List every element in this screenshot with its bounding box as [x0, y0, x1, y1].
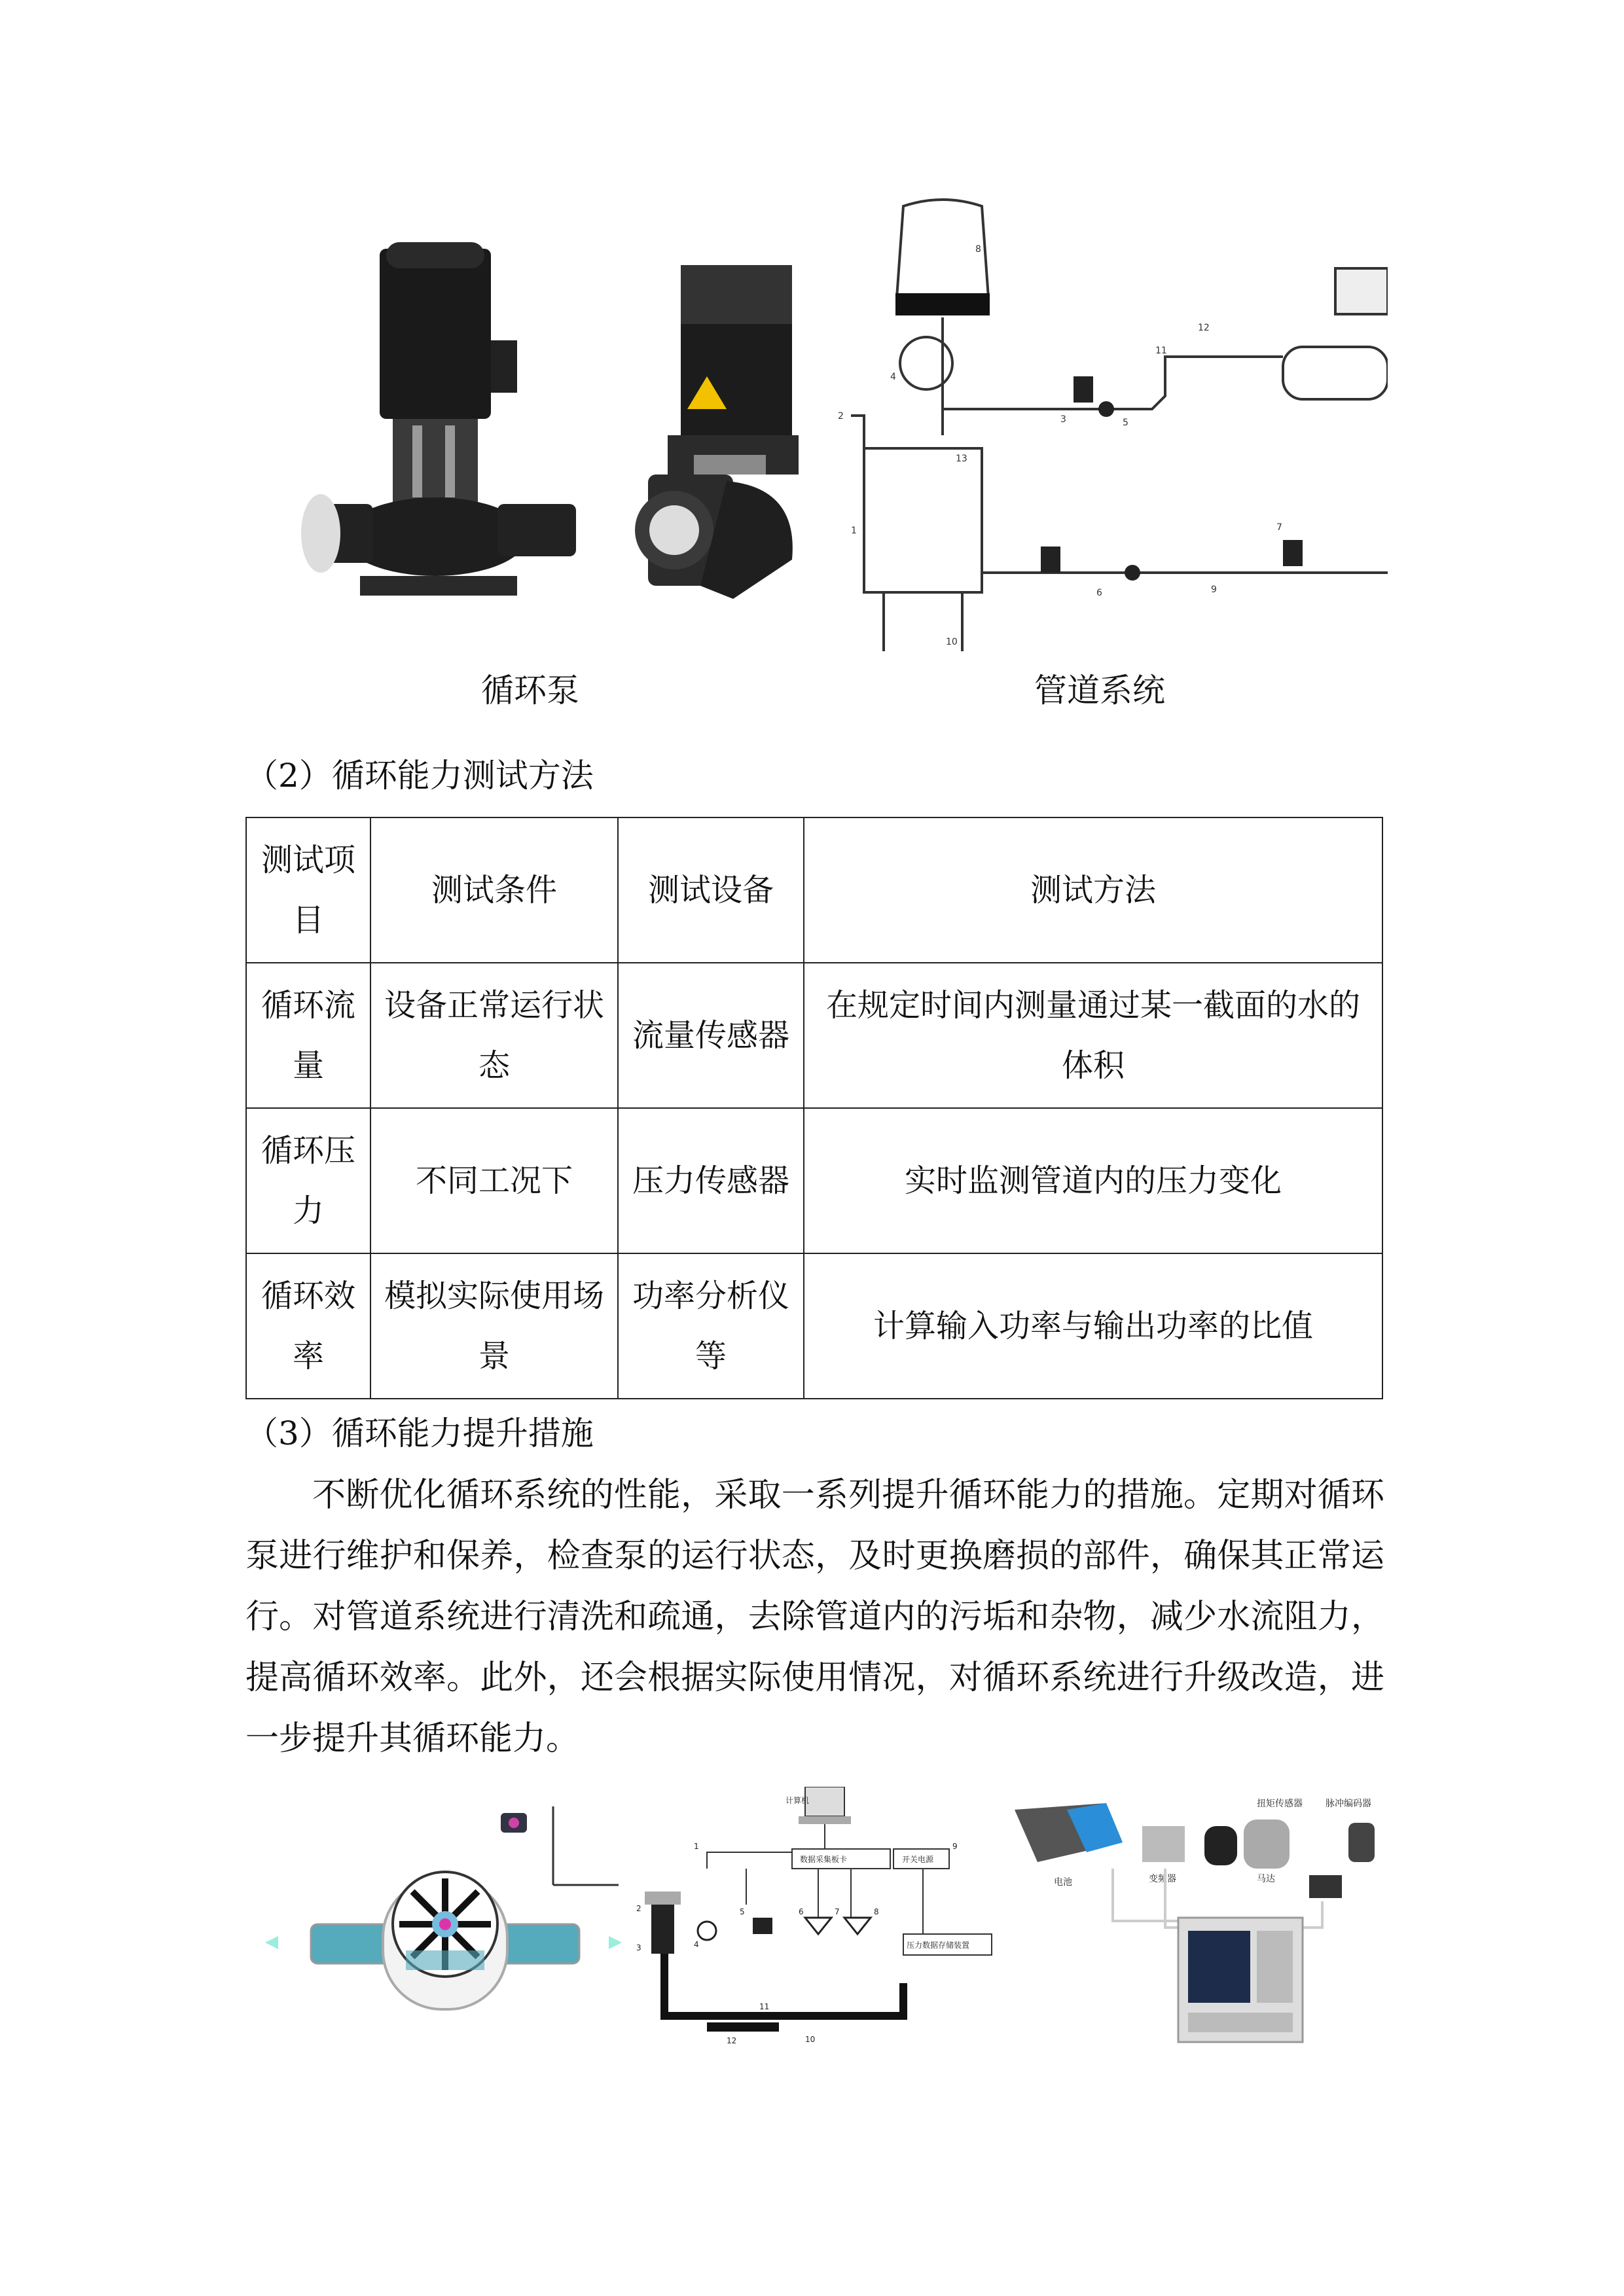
torque-sensor-label: 扭矩传感器 [1257, 1799, 1303, 1809]
table-header-cell: 测试条件 [370, 817, 618, 963]
test-method-table [245, 817, 1383, 1399]
diagram-number: 3 [636, 1943, 641, 1952]
table-header-cell: 测试方法 [804, 817, 1382, 963]
pipe-label: 7 [1276, 522, 1282, 533]
pipe-label: 13 [956, 454, 967, 464]
table-header-row [246, 817, 1382, 963]
flow-meter-diagram [265, 1793, 622, 2042]
table-row [246, 1253, 1382, 1399]
diagram-number: 5 [740, 1907, 745, 1916]
table-cell: 在规定时间内测量通过某一截面的水的体积 [804, 963, 1382, 1108]
pipe-label: 10 [946, 637, 958, 647]
diagram-number: 11 [759, 2002, 770, 2011]
table-cell: 循环压力 [246, 1108, 370, 1253]
pipe-label: 9 [1211, 584, 1217, 595]
pipe-label: 2 [838, 411, 844, 422]
pipe-label: 5 [1123, 418, 1128, 428]
table-header-cell: 测试项目 [246, 817, 370, 963]
daq-label: 数据采集板卡 [800, 1855, 848, 1864]
power-label: 开关电源 [902, 1855, 934, 1864]
pipe-label: 3 [1060, 414, 1066, 425]
pressure-box-label: 压力数据存储装置 [907, 1941, 970, 1950]
caption-pump: 循环泵 [481, 672, 579, 709]
diagram-number: 9 [952, 1842, 958, 1851]
table-cell: 循环效率 [246, 1253, 370, 1399]
improve-paragraph: 不断优化循环系统的性能，采取一系列提升循环能力的措施。定期对循环泵进行维护和保养，检查泵的运行状态，及时更换磨损的部件，确保其正常运行。对管道系统进行清洗和疏通，去除管道内的污垢和杂物，减少水流阻力，提高循环效率。此外，还会根据实际使用情况，对循环系统进行升级改造，进一步提升其循环能力。 [245, 1476, 1384, 1758]
table-cell: 循环流量 [246, 963, 370, 1108]
motor-label: 马达 [1257, 1874, 1275, 1884]
caption-pipe-system: 管道系统 [1034, 672, 1165, 709]
diagram-number: 1 [694, 1842, 699, 1851]
table-cell: 流量传感器 [618, 963, 804, 1108]
pipe-system-diagram [825, 193, 1388, 664]
table-header-cell: 测试设备 [618, 817, 804, 963]
diagram-number: 12 [727, 2036, 737, 2045]
table-row [246, 963, 1382, 1108]
table-cell: 实时监测管道内的压力变化 [804, 1108, 1382, 1253]
pipe-label: 4 [890, 372, 896, 382]
encoder-label: 脉冲编码器 [1326, 1799, 1371, 1809]
pipe-label: 11 [1155, 346, 1167, 356]
improve-heading: （3）循环能力提升措施 [245, 1414, 594, 1452]
test-method-heading: （2）循环能力测试方法 [245, 757, 594, 795]
diagram-number: 6 [799, 1907, 804, 1916]
inverter-label: 变频器 [1149, 1874, 1176, 1884]
table-cell: 模拟实际使用场景 [370, 1253, 618, 1399]
pipe-label: 12 [1198, 323, 1210, 333]
table-cell: 计算输入功率与输出功率的比值 [804, 1253, 1382, 1399]
table-row [246, 1108, 1382, 1253]
computer-label: 计算机 [785, 1796, 810, 1805]
table-cell: 功率分析仪等 [618, 1253, 804, 1399]
table-cell: 不同工况下 [370, 1108, 618, 1253]
pipe-label: 6 [1096, 588, 1102, 598]
diagram-number: 7 [835, 1907, 840, 1916]
pressure-test-diagram [628, 1787, 995, 2049]
pipe-label: 1 [851, 526, 857, 536]
pipe-label: 8 [975, 244, 981, 255]
diagram-number: 10 [805, 2035, 816, 2044]
diagram-number: 8 [874, 1907, 879, 1916]
pump-photo-1 [281, 242, 596, 615]
pump-photo-2 [628, 259, 825, 619]
power-analyzer-diagram [1008, 1790, 1388, 2052]
table-cell: 设备正常运行状态 [370, 963, 618, 1108]
table-cell: 压力传感器 [618, 1108, 804, 1253]
diagram-number: 4 [694, 1940, 699, 1949]
diagram-number: 2 [636, 1904, 641, 1913]
battery-label: 电池 [1054, 1877, 1072, 1888]
